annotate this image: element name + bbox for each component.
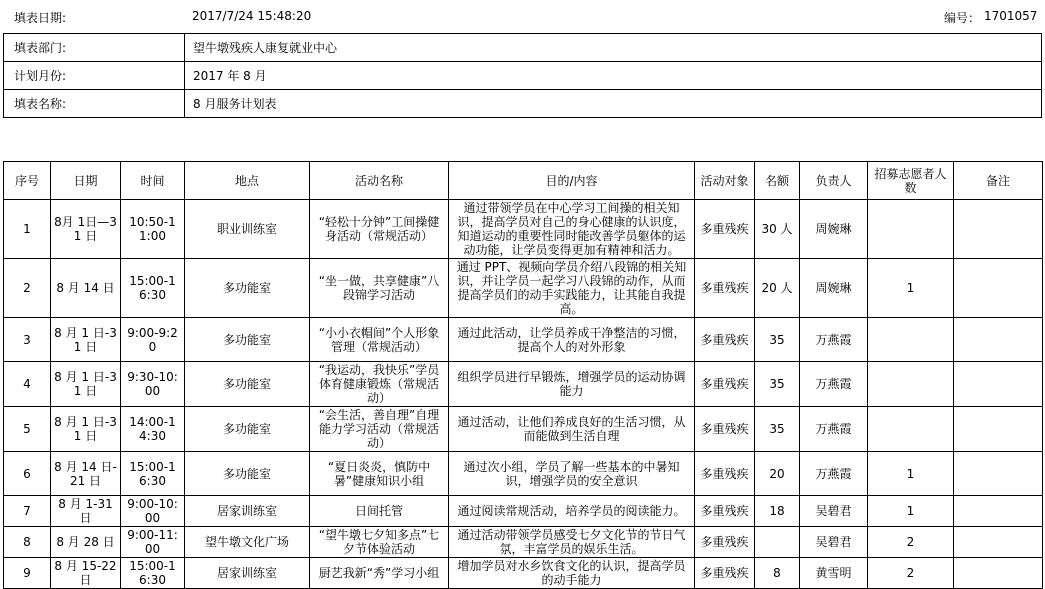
cell-no: 9 xyxy=(4,558,51,589)
table-header-row xyxy=(4,162,1043,200)
info-value: 8 月服务计划表 xyxy=(185,90,1042,118)
cell-place: 望牛墩文化广场 xyxy=(185,527,310,558)
cell-time: 10:50-11:00 xyxy=(121,200,185,259)
cell-activity: 厨艺我新“秀”学习小组 xyxy=(310,558,449,589)
cell-volunteers xyxy=(868,362,954,407)
cell-place: 多功能室 xyxy=(185,318,310,362)
info-row-month xyxy=(4,62,1042,90)
cell-date: 8 月 28 日 xyxy=(51,527,121,558)
cell-date: 8 月 1 日-31 日 xyxy=(51,318,121,362)
col-header-content: 目的/内容 xyxy=(449,162,695,200)
col-header-volunteers: 招募志愿者人数 xyxy=(868,162,954,200)
cell-content: 通过带领学员在中心学习工间操的相关知识，提高学员对自己的身心健康的认识度，知道运动的重要性同时能改善学员躯体的运动功能，让学员变得更加有精神和活力。 xyxy=(449,200,695,259)
cell-place: 多功能室 xyxy=(185,407,310,452)
cell-owner: 吴碧君 xyxy=(800,527,868,558)
col-header-target: 活动对象 xyxy=(695,162,755,200)
cell-no: 6 xyxy=(4,452,51,496)
cell-activity: “小小衣帽间”个人形象管理（常规活动） xyxy=(310,318,449,362)
cell-remark xyxy=(954,452,1043,496)
cell-quota: 8 xyxy=(755,558,800,589)
cell-quota: 35 xyxy=(755,362,800,407)
cell-time: 15:00-16:30 xyxy=(121,259,185,318)
col-header-date: 日期 xyxy=(51,162,121,200)
cell-remark xyxy=(954,362,1043,407)
cell-activity: 日间托管 xyxy=(310,496,449,527)
cell-time: 15:00-16:30 xyxy=(121,558,185,589)
cell-remark xyxy=(954,407,1043,452)
cell-activity: “望牛墩七夕知多点”七夕节体验活动 xyxy=(310,527,449,558)
cell-date: 8 月 14 日-21 日 xyxy=(51,452,121,496)
cell-volunteers xyxy=(868,407,954,452)
cell-target: 多重残疾 xyxy=(695,318,755,362)
cell-remark xyxy=(954,259,1043,318)
cell-time: 9:00-11:00 xyxy=(121,527,185,558)
cell-volunteers: 1 xyxy=(868,259,954,318)
cell-target: 多重残疾 xyxy=(695,558,755,589)
form-number-label: 编号： xyxy=(944,11,981,25)
cell-activity: “轻松十分钟”工间操健身活动（常规活动） xyxy=(310,200,449,259)
table-row xyxy=(4,200,1043,259)
cell-place: 职业训练室 xyxy=(185,200,310,259)
cell-place: 居家训练室 xyxy=(185,558,310,589)
cell-activity: “夏日炎炎，慎防中暑”健康知识小组 xyxy=(310,452,449,496)
cell-place: 多功能室 xyxy=(185,452,310,496)
cell-owner: 万燕霞 xyxy=(800,407,868,452)
cell-date: 8 月 15-22 日 xyxy=(51,558,121,589)
cell-quota: 20 xyxy=(755,452,800,496)
info-value: 望牛墩残疾人康复就业中心 xyxy=(185,34,1042,62)
cell-date: 8 月 1 日-31 日 xyxy=(51,407,121,452)
cell-volunteers: 1 xyxy=(868,452,954,496)
cell-date: 8 月 14 日 xyxy=(51,259,121,318)
form-number-value: 1701057 xyxy=(984,9,1038,23)
cell-activity: “我运动，我快乐”学员体育健康锻炼（常规活动） xyxy=(310,362,449,407)
cell-target: 多重残疾 xyxy=(695,452,755,496)
cell-remark xyxy=(954,558,1043,589)
cell-volunteers: 1 xyxy=(868,496,954,527)
cell-target: 多重残疾 xyxy=(695,362,755,407)
cell-remark xyxy=(954,496,1043,527)
fill-date-label: 填表日期: xyxy=(14,11,67,25)
cell-activity: “会生活，善自理”自理能力学习活动（常规活动） xyxy=(310,407,449,452)
cell-volunteers xyxy=(868,200,954,259)
cell-place: 多功能室 xyxy=(185,362,310,407)
cell-time: 14:00-14:30 xyxy=(121,407,185,452)
table-row xyxy=(4,558,1043,589)
info-label: 计划月份: xyxy=(4,62,185,90)
cell-owner: 万燕霞 xyxy=(800,318,868,362)
cell-no: 2 xyxy=(4,259,51,318)
table-row xyxy=(4,452,1043,496)
col-header-quota: 名额 xyxy=(755,162,800,200)
col-header-no: 序号 xyxy=(4,162,51,200)
cell-remark xyxy=(954,200,1043,259)
cell-volunteers: 2 xyxy=(868,527,954,558)
col-header-time: 时间 xyxy=(121,162,185,200)
cell-no: 1 xyxy=(4,200,51,259)
fill-date-value: 2017/7/24 15:48:20 xyxy=(192,9,312,23)
cell-no: 7 xyxy=(4,496,51,527)
table-row xyxy=(4,527,1043,558)
cell-volunteers: 2 xyxy=(868,558,954,589)
cell-target: 多重残疾 xyxy=(695,496,755,527)
col-header-place: 地点 xyxy=(185,162,310,200)
cell-content: 增加学员对水乡饮食文化的认识，提高学员的动手能力 xyxy=(449,558,695,589)
cell-activity: “坐一做，共享健康”八段锦学习活动 xyxy=(310,259,449,318)
cell-owner: 吴碧君 xyxy=(800,496,868,527)
cell-target: 多重残疾 xyxy=(695,200,755,259)
cell-place: 居家训练室 xyxy=(185,496,310,527)
cell-place: 多功能室 xyxy=(185,259,310,318)
info-row-form-name xyxy=(4,90,1042,118)
cell-no: 4 xyxy=(4,362,51,407)
cell-date: 8 月 1-31 日 xyxy=(51,496,121,527)
cell-quota: 35 xyxy=(755,318,800,362)
table-row xyxy=(4,259,1043,318)
cell-quota xyxy=(755,527,800,558)
info-value: 2017 年 8 月 xyxy=(185,62,1042,90)
info-label: 填表名称: xyxy=(4,90,185,118)
cell-owner: 周婉琳 xyxy=(800,259,868,318)
info-row-department xyxy=(4,34,1042,62)
table-row xyxy=(4,362,1043,407)
col-header-activity: 活动名称 xyxy=(310,162,449,200)
service-plan-table xyxy=(3,161,1043,589)
table-row xyxy=(4,318,1043,362)
table-row xyxy=(4,407,1043,452)
cell-owner: 万燕霞 xyxy=(800,452,868,496)
cell-remark xyxy=(954,527,1043,558)
cell-target: 多重残疾 xyxy=(695,259,755,318)
cell-time: 15:00-16:30 xyxy=(121,452,185,496)
cell-quota: 35 xyxy=(755,407,800,452)
cell-volunteers xyxy=(868,318,954,362)
cell-quota: 30 人 xyxy=(755,200,800,259)
cell-target: 多重残疾 xyxy=(695,407,755,452)
cell-content: 通过活动带领学员感受七夕文化节的节日气氛，丰富学员的娱乐生活。 xyxy=(449,527,695,558)
col-header-remark: 备注 xyxy=(954,162,1043,200)
cell-content: 通过阅读常规活动，培养学员的阅读能力。 xyxy=(449,496,695,527)
cell-owner: 万燕霞 xyxy=(800,362,868,407)
form-header xyxy=(0,0,1045,32)
cell-content: 通过此活动，让学员养成干净整洁的习惯，提高个人的对外形象 xyxy=(449,318,695,362)
form-info-table xyxy=(3,33,1042,118)
info-label: 填表部门: xyxy=(4,34,185,62)
col-header-owner: 负责人 xyxy=(800,162,868,200)
cell-time: 9:30-10:00 xyxy=(121,362,185,407)
cell-content: 组织学员进行早锻炼，增强学员的运动协调能力 xyxy=(449,362,695,407)
cell-date: 8月 1日—31 日 xyxy=(51,200,121,259)
cell-no: 5 xyxy=(4,407,51,452)
cell-owner: 黄雪明 xyxy=(800,558,868,589)
cell-remark xyxy=(954,318,1043,362)
cell-owner: 周婉琳 xyxy=(800,200,868,259)
cell-no: 8 xyxy=(4,527,51,558)
cell-date: 8 月 1 日-31 日 xyxy=(51,362,121,407)
cell-time: 9:00-10:00 xyxy=(121,496,185,527)
cell-no: 3 xyxy=(4,318,51,362)
cell-time: 9:00-9:20 xyxy=(121,318,185,362)
cell-content: 通过活动，让他们养成良好的生活习惯，从而能做到生活自理 xyxy=(449,407,695,452)
cell-target: 多重残疾 xyxy=(695,527,755,558)
cell-quota: 20 人 xyxy=(755,259,800,318)
cell-content: 通过次小组，学员了解一些基本的中暑知识，增强学员的安全意识 xyxy=(449,452,695,496)
cell-quota: 18 xyxy=(755,496,800,527)
table-row xyxy=(4,496,1043,527)
cell-content: 通过 PPT、视频向学员介绍八段锦的相关知识，并让学员一起学习八段锦的动作，从而提高学员们的动手实践能力，让其能自我提高。 xyxy=(449,259,695,318)
